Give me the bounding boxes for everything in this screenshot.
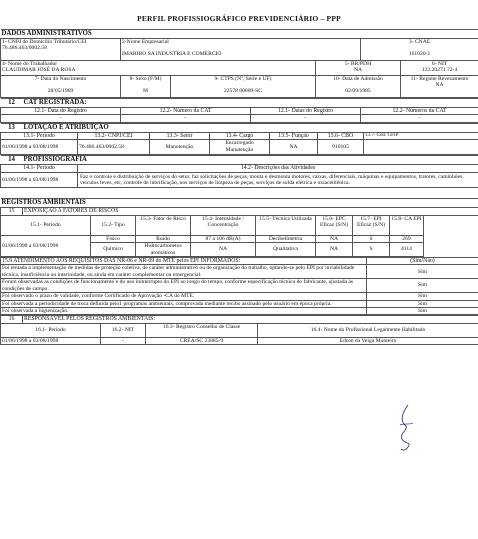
cat-h3: 12.1- Datas do Registro [251,108,361,115]
sexo-cell [121,76,171,98]
reg-row1-epi: S [353,243,390,257]
nit-value: 122.20271.72-4 [421,67,458,74]
cnpj-cell [1,39,121,61]
lotacao-table [0,123,478,155]
cat-h4: 12.2- Números da CAT [361,108,478,115]
epi-item-0-answer: Sim [367,265,478,279]
sexo-value: M [143,88,148,95]
resp-h2: 16.2- NIT [101,323,146,337]
reg-row0-intensidade: 87 a 106 dB(A) [191,235,256,242]
reg-h8: 15.8- CA EPI [390,215,424,235]
epi-item-2-answer: Sim [367,293,478,300]
admissao-value: 02/09/1985 [345,88,371,95]
epi-item [1,307,478,314]
exp-section-title: EXPOSIÇÃO A FATORES DE RISCOS [23,208,478,215]
resp-nome: Edson da Veiga Monteiro [258,337,478,344]
prof-section-number: 14 [1,156,23,165]
lotacao-section-title: LOTAÇÃO E ATRIBUIÇÃO [23,123,478,132]
epi-item [1,279,478,293]
nascimento-cell [1,76,121,98]
prof-descricao: Faz o controle e distribuição de serviços do setor, faz solicitações de peças, monta e desmonta motores, caixas, diferenciais, máquinas e equipamentos, tratores, caminhões, veículos leves, etc, controle de lubrificação, nos serviços de limpeza de peças, serviços de solda elétrica e oxiacetilênica. [78,172,478,188]
epi-table [0,257,478,315]
resp-section-number: 16 [1,316,23,323]
lotacao-cbo: 910105 [318,140,364,155]
epi-item-4-answer: Sim [367,307,478,314]
prof-periodo: 01/06/1998 a 03/08/1998 [1,172,78,188]
prof-section-title: PROFISSIOGRAFIA [23,156,478,165]
nascimento-value: 28/05/1969 [47,88,74,95]
reg-row1-fator: Hidrocarbonetos aromáticos [136,243,191,257]
reg-h3: 15.3- Fator de Risco [136,215,191,235]
cat-table [0,98,478,123]
admin-table [0,29,478,98]
epi-item-4-text: Foi observada a higienização. [1,307,367,314]
nit-label: 6- NIT [431,61,448,67]
cat-section-number: 12 [1,99,23,108]
epi-header: 15.9 ATENDIMENTO AOS REQUISITOS DAS NR-06 e NR-09 do MTE pelos EPI INFORMADOS: [1,258,367,265]
resp-h4: 16.4- Nome do Profissional Legalmente Habilitado [258,323,478,337]
reg-row0-tipo: Físico [91,235,136,242]
cat-h1: 12.1- Data do Registro [1,108,121,115]
reg-row1-epc: NA [316,243,353,257]
document-title: PERFIL PROFISSIOGRÁFICO PREVIDENCIÁRIO – PPP [137,14,341,23]
prof-h1: 14.1- Período [1,165,78,172]
prof-h2: 14.2- Descrições das Atividades [78,165,478,172]
epi-item-3-text: Foi observada a periodicidade de troca definida pelo1 programas ambientais, comprovada mediante recibo assinado pelo usuário em época própria. [1,300,367,307]
epi-item-1-answer: Sim [367,279,478,293]
lotacao-funcao: NA [270,140,318,155]
reg-h5: 15.5- Técnica Utilizada [256,215,316,235]
reg-row0-epc: NA [316,235,353,242]
resp-h1: 16.1- Período [1,323,101,337]
epi-item-3-answer: Sim [367,300,478,307]
resp-periodo: 01/06/1998 a 03/08/1998 [1,337,101,344]
reg-row0-fator: Ruído [136,235,191,242]
epi-item-0-text: Foi tentada a implementação de medidas de proteção coletiva, de caráter administrativo ou de organização do trabalho, optando-se pelo EPI por inviabilidade técnica, insuficiência ou interinidade, ou ainda em caráter complementar ou emergencial. [1,265,367,279]
lotacao-h5: 13.5- Função [270,132,318,139]
epi-item-2-text: Foi observado o prazo de validade, conforme Certificado de Aprovação -CA do MTE. [1,293,367,300]
cat-v2: - [121,115,251,122]
brpdh-label: 5- BR/PDH [344,61,372,67]
ctps-label: 9- CTPS (Nº, Série e UF) [214,76,272,82]
reg-row0-ca: 269 [390,235,424,242]
resp-registro: CREA/SC 23885-9 [146,337,258,344]
lotacao-cargo: Encarregado Manutenção [210,140,270,155]
cat-v3: - [251,115,361,122]
reg-h4: 15.4- Intensidade / Concentração [191,215,256,235]
lotacao-h4: 13.4- Cargo [210,132,270,139]
nascimento-label: 7- Data do Nascimento [34,76,87,82]
empresa-value: IMARIBO SA INDUSTRIA E COMERCIO [122,51,222,58]
reg-h7: 15.7- EPI Eficaz (S/N) [353,215,390,235]
empresa-label: 2-Nome Empresarial [122,39,169,45]
resp-nit: - [101,337,146,344]
reg-periodo: 01/06/1998 a 03/08/1998 [1,235,91,256]
reg-row0-epi: S [353,235,390,242]
lotacao-h1: 13.1- Período [1,132,78,139]
cat-v4: - [361,115,478,122]
resp-h3: 16.3- Registro Conselho de Classe [146,323,258,337]
registros-table [0,198,478,257]
brpdh-cell [316,61,401,76]
exp-section-number: 15 [1,208,23,215]
lotacao-cnpj: 76.486.463/0002.58 [78,140,150,155]
admissao-cell [316,76,401,98]
lotacao-periodo: 01/06/1998 a 03/08/1998 [1,140,78,155]
epi-header-right: (Sim/Não) [367,258,478,265]
reg-row1-tecnica: Qualitativa [256,243,316,257]
lotacao-setor: Manutenção [150,140,210,155]
cat-section-title: CAT REGISTRADA: [23,99,478,108]
revezamento-cell [401,76,478,98]
nit-cell [401,61,478,76]
ctps-value: 22578 00009-SC [223,88,263,95]
lotacao-h6: 13.6- CBO [318,132,364,139]
resp-section-title: RESPONSÁVEL PELOS REGISTROS AMBIENTAIS: [23,316,478,323]
reg-row0-tecnica: Decibelímetria [256,235,316,242]
reg-row1-intensidade: NA [191,243,256,257]
registros-section-title: REGISTROS AMBIENTAIS [1,199,478,208]
admin-section-title: DADOS ADMINISTRATIVOS [1,30,478,39]
reg-row1-ca: 4114 [390,243,424,257]
trabalhador-cell [1,61,316,76]
lotacao-section-number: 13 [1,123,23,132]
lotacao-h3: 13.3- Setor [150,132,210,139]
lotacao-h7: 13.7- Cód. GFIP [364,132,478,139]
responsavel-table [0,315,478,345]
empresa-cell [121,39,361,61]
sexo-label: 8- Sexo (F/M) [129,76,162,82]
reg-h6: 15.6- EPC Eficaz (S/N) [316,215,353,235]
brpdh-value: NA [353,67,363,74]
cnae-cell [361,39,478,61]
admissao-label: 10- Data de Admissão [333,76,383,82]
cnpj-label: 1- CNPJ do Domicílio Tributário/CEI [2,39,87,45]
cat-h2: 12.2- Número da CAT [121,108,251,115]
ctps-cell [171,76,316,98]
epi-item [1,300,478,307]
reg-h2: 15.2- Tipo [91,215,136,235]
cnae-value: 161020-1 [408,51,431,58]
handwritten-signature [396,403,418,453]
epi-item-1-text: Foram observadas as condições de funcionamento e do uso ininterrupto do EPI ao longo do tempo, conforme especificação técnica do fabricante, ajustada às condições de campo. [1,279,367,293]
cat-v1: - [1,115,121,122]
epi-item [1,265,478,279]
profissiografia-table [0,155,478,188]
epi-item [1,293,478,300]
cnpj-value: 76.486.463/0002.58 [2,45,47,52]
trabalhador-label: 4- Nome do Trabalhador [2,61,58,67]
lotacao-gfip [364,140,478,155]
revezamento-label: 11- Regime Revezamento [410,76,469,82]
cnae-label: 3- CNAE [408,39,431,45]
trabalhador-value: CLAUDIMAR JOSÉ DA ROSA [2,67,76,74]
lotacao-h2: 13.2- CNPJ/CEI [78,132,150,139]
reg-row1-tipo: Químico [91,243,136,257]
revezamento-value: NA [435,82,444,89]
reg-h1: 15.1- Período [1,215,91,235]
